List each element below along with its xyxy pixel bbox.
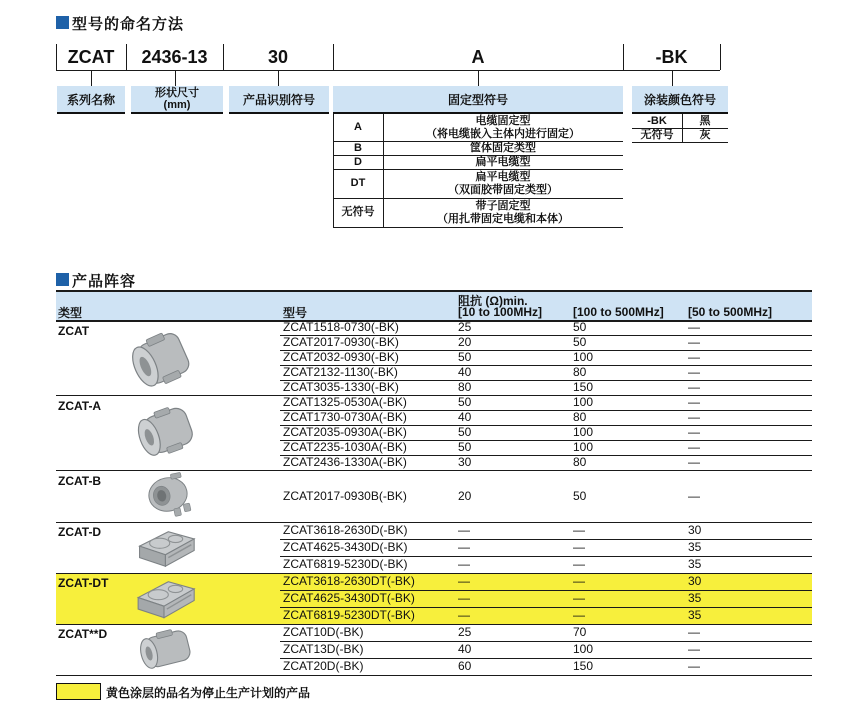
type-label: ZCAT [58,324,90,338]
label-fixing: 固定型符号 [333,86,623,114]
connector [91,70,92,86]
color-table-bottom [632,142,728,143]
label-product-id: 产品识别符号 [229,86,329,114]
table-row: ZCAT20D(-BK) 60 150 — [283,659,700,673]
part-series: ZCAT [67,46,115,67]
col-header-model: 型号 [283,306,308,320]
table-row: ZCAT1518-0730(-BK) 25 50 — [283,320,700,334]
table-row: ZCAT2436-1330A(-BK) 30 80 — [283,455,700,469]
fixing-symbol: D [354,155,362,168]
model-cell: ZCAT2436-1330A(-BK) [283,455,407,469]
connector [278,70,279,86]
model-cell: ZCAT3618-2630DT(-BK) [283,574,415,588]
connector [175,70,176,86]
type-label: ZCAT-A [58,399,102,413]
model-cell: ZCAT2032-0930(-BK) [283,350,399,364]
part-row-underline [56,70,720,71]
table-row: ZCAT3618-2630D(-BK) — — 30 [283,523,702,537]
fixing-symbol: DT [350,177,366,189]
model-cell: ZCAT1730-0730A(-BK) [283,410,407,424]
part-fixing: A [471,46,485,67]
col-header-band2: [100 to 500MHz] [573,305,664,319]
part-size: 2436-13 [141,46,208,67]
model-cell: ZCAT2235-1030A(-BK) [283,440,407,454]
table-row: ZCAT10D(-BK) 25 70 — [283,625,700,639]
section2-title: 产品阵容 [72,273,137,290]
model-cell: ZCAT2035-0930A(-BK) [283,425,407,439]
label-series: 系列名称 [57,86,125,114]
table-row: ZCAT1325-0530A(-BK) 50 100 — [283,395,700,409]
model-cell: ZCAT6819-5230D(-BK) [283,557,408,571]
part-id: 30 [267,46,289,67]
fixing-desc: 扁平电缆型 [475,155,531,168]
model-cell: ZCAT1518-0730(-BK) [283,320,399,334]
table-row: ZCAT1730-0730A(-BK) 40 80 — [283,410,700,424]
model-cell: ZCAT1325-0530A(-BK) [283,395,407,409]
table-row: ZCAT2132-1130(-BK) 40 80 — [283,365,700,379]
col-header-type: 类型 [58,306,83,320]
model-cell: ZCAT10D(-BK) [283,625,364,639]
model-cell: ZCAT13D(-BK) [283,642,364,656]
model-cell: ZCAT2017-0930B(-BK) [283,489,407,503]
fixing-table-bottom [333,227,623,228]
connector [672,70,673,86]
color-name: 灰 [699,128,711,141]
section-bullet-icon [56,16,69,29]
model-cell: ZCAT3618-2630D(-BK) [283,523,408,537]
type-label: ZCAT-DT [58,576,109,590]
table-row: ZCAT2017-0930(-BK) 20 50 — [283,335,700,349]
table-row: ZCAT3035-1330(-BK) 80 150 — [283,380,700,394]
section1-title: 型号的命名方法 [72,16,185,33]
discontinued-note: 黄色涂层的品名为停止生产计划的产品 [106,686,311,700]
model-cell: ZCAT4625-3430DT(-BK) [283,591,415,605]
table-top-border [56,290,812,292]
connector [478,70,479,86]
model-cell: ZCAT3035-1330(-BK) [283,380,399,394]
fixing-desc: 带子固定型 （用扎带固定电缆和本体） [437,199,569,225]
fixing-desc: 电缆固定型 （将电缆嵌入主体内进行固定） [426,114,580,140]
model-cell: ZCAT2132-1130(-BK) [283,365,398,379]
fixing-symbol: 无符号 [341,206,375,218]
col-header-band3: [50 to 500MHz] [688,305,773,319]
table-row: ZCAT2032-0930(-BK) 50 100 — [283,350,700,364]
table-row-discontinued: ZCAT4625-3430DT(-BK) — — 35 [283,591,702,605]
table-row: ZCAT2035-0930A(-BK) 50 100 — [283,425,700,439]
label-color: 涂装颜色符号 [632,86,728,114]
divider [720,44,721,70]
type-label: ZCAT-B [58,474,102,488]
table-row-discontinued: ZCAT3618-2630DT(-BK) — — 30 [283,574,702,588]
fixing-desc: 扁平电缆型 （双面胶带固定类型） [448,170,558,196]
table-row: ZCAT6819-5230D(-BK) — — 35 [283,557,702,571]
label-shape-line1: 形状尺寸 [155,87,199,99]
color-symbol: 无符号 [640,128,674,141]
model-cell: ZCAT6819-5230DT(-BK) [283,608,415,622]
section-bullet-icon [56,273,69,286]
label-shape [131,86,223,114]
type-label: ZCAT**D [58,627,108,641]
table-row: ZCAT4625-3430D(-BK) — — 35 [283,540,702,554]
label-shape-line2: (mm) [163,99,191,111]
table-bottom-border [56,675,812,676]
color-name: 黑 [699,114,711,127]
type-label: ZCAT-D [58,525,102,539]
table-row: ZCAT13D(-BK) 40 100 — [283,642,700,656]
table-row: ZCAT2235-1030A(-BK) 50 100 — [283,440,700,454]
fixing-symbol: B [354,141,362,154]
model-cell: ZCAT4625-3430D(-BK) [283,540,408,554]
model-cell: ZCAT2017-0930(-BK) [283,335,399,349]
table-row: ZCAT2017-0930B(-BK) 20 50 — [56,470,812,522]
table-row-discontinued: ZCAT6819-5230DT(-BK) — — 35 [283,608,702,622]
col-header-band1: [10 to 100MHz] [458,305,543,319]
col-header-impedance: 阻抗 (Ω)min. [458,294,528,308]
color-symbol: -BK [647,114,667,127]
fixing-symbol: A [354,121,362,133]
model-cell: ZCAT20D(-BK) [283,659,364,673]
fixing-desc: 筐体固定类型 [470,141,536,154]
part-color: -BK [655,46,688,67]
yellow-legend-swatch [56,683,101,700]
